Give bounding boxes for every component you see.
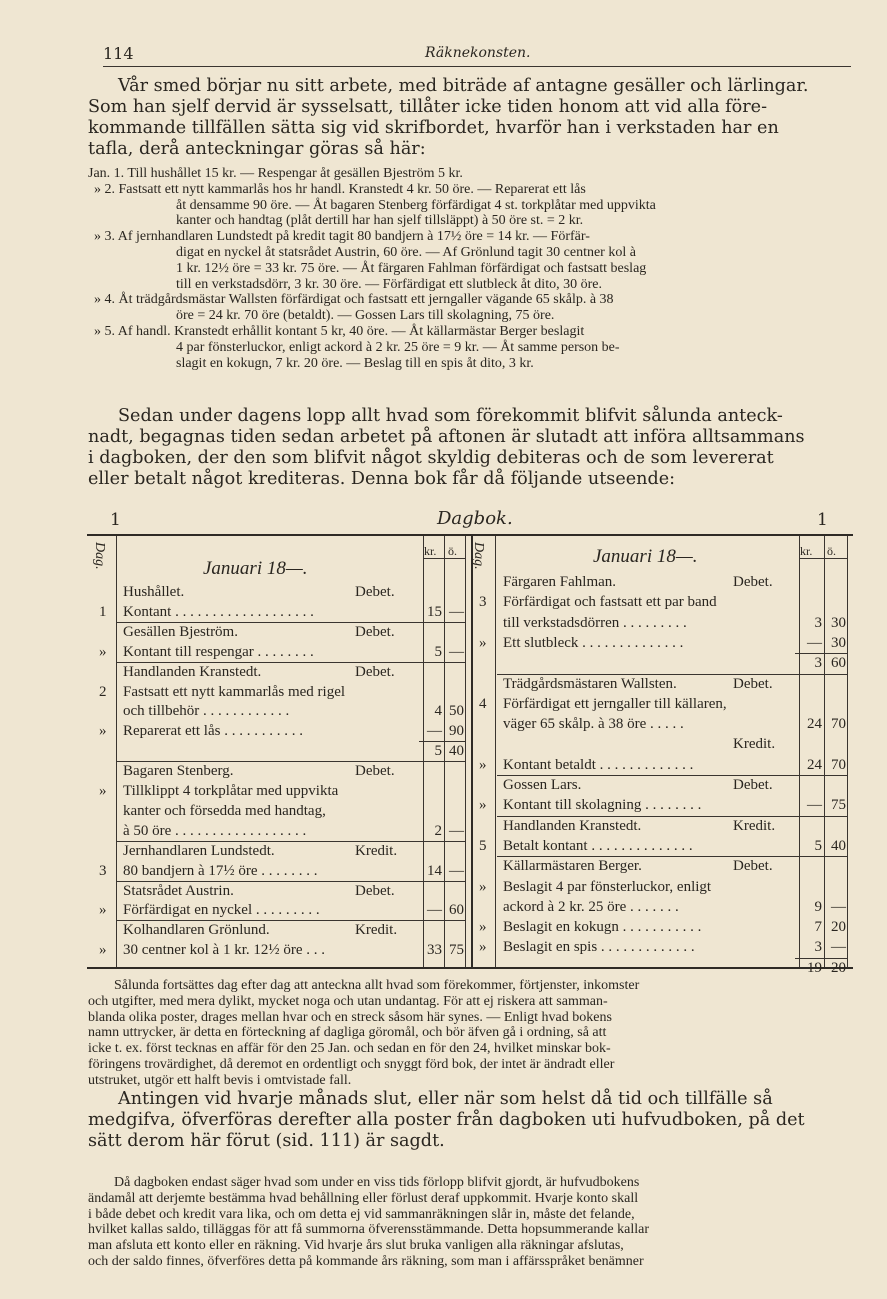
- amount-ore: 70: [831, 756, 846, 773]
- text-line: föringens trovärdighet, då deremot en ordentligt och snyggt förd bok, der intet är ändradt eller: [88, 1056, 615, 1072]
- entry-day: »: [479, 939, 487, 956]
- amount-ore: —: [831, 898, 846, 915]
- account-name: Kolhandlaren Grönlund.: [123, 922, 270, 939]
- debit-credit-label: Kredit.: [355, 922, 398, 939]
- text-line: Då dagboken endast säger hvad som under en viss tids förlopp blifvit gjordt, är hufvudbokens: [114, 1175, 640, 1190]
- paragraph-3: [88, 978, 852, 1089]
- amount-kr: 5: [434, 743, 442, 760]
- journal-title: Dagbok.: [437, 508, 513, 529]
- amount-ore: 30: [831, 614, 846, 631]
- sum-rule: [419, 741, 465, 742]
- amount-kr: 24: [807, 756, 822, 773]
- debit-credit-label: Debet.: [733, 858, 773, 875]
- account-name: Trädgårdsmästaren Wallsten.: [503, 675, 677, 692]
- date-column-header: Dag.: [92, 542, 107, 570]
- text-line: man afsluta ett konto eller en räkning. Vid hvarje års slut bruka vanligen alla räkningar afslutas,: [88, 1238, 624, 1254]
- entry-separator: [497, 856, 847, 857]
- amount-ore: 30: [831, 634, 846, 651]
- amount-ore: —: [449, 603, 464, 620]
- entry-text: Förfärdigat och fastsatt ett par band: [503, 594, 717, 611]
- amount-ore: —: [449, 643, 464, 660]
- note-line: kanter och handtag (plåt dertill har han sjelf tillsläppt) à 50 öre st. = 2 kr.: [176, 213, 584, 229]
- amount-ore: 90: [449, 723, 464, 740]
- amount-kr: 3: [814, 939, 822, 956]
- text-line: namn uttrycker, är detta en förteckning af dagliga göromål, och bör äfven gå i ordning, så att: [88, 1025, 607, 1041]
- amount-ore: 70: [831, 716, 846, 733]
- col-rule: [847, 536, 848, 967]
- note-line: Jan. 1. Till hushållet 15 kr. — Respengar åt gesällen Bjeström 5 kr.: [88, 166, 463, 181]
- amount-kr: —: [807, 634, 822, 651]
- entry-day: »: [479, 634, 487, 651]
- entry-text: till verkstadsdörren . . . . . . . . .: [503, 614, 687, 631]
- entry-text: 30 centner kol à 1 kr. 12½ öre . . .: [123, 942, 326, 959]
- entry-text: Förfärdigat ett jerngaller till källaren,: [503, 695, 727, 712]
- entry-day: 5: [479, 837, 487, 854]
- entry-day: »: [99, 723, 107, 740]
- note-line: » 3. Af jernhandlaren Lundstedt på kredit tagit 80 bandjern à 17½ öre = 14 kr. — Förfär-: [94, 229, 590, 245]
- entry-separator: [497, 775, 847, 776]
- text-line: tafla, derå anteckningar göras så här:: [88, 139, 426, 159]
- amount-ore: —: [831, 939, 846, 956]
- debit-credit-label: Debet.: [355, 663, 395, 680]
- text-line: Sålunda fortsättes dag efter dag att anteckna allt hvad som förekommer, förtjenster, inkomster: [114, 978, 640, 993]
- entry-day: 1: [99, 603, 107, 620]
- month-heading: Januari 18—.: [593, 546, 698, 567]
- amount-ore: 60: [449, 902, 464, 919]
- entry-day: »: [479, 878, 487, 895]
- entry-day: »: [479, 756, 487, 773]
- journal-page-number-left: 1: [110, 510, 121, 530]
- text-line: blanda olika poster, drages mellan hvar och en streck såsom här synes. — Enligt hvad bokens: [88, 1009, 612, 1025]
- amount-ore: 20: [831, 959, 846, 976]
- entry-separator: [117, 662, 465, 663]
- account-name: Gesällen Bjeström.: [123, 623, 238, 640]
- note-line: 1 kr. 12½ öre = 33 kr. 75 öre. — Åt färgaren Fahlman förfärdigat och fastsatt beslag: [176, 260, 647, 276]
- account-name: Gossen Lars.: [503, 777, 582, 793]
- amount-kr: 14: [427, 862, 442, 879]
- debit-credit-label: Debet.: [733, 675, 773, 692]
- account-name: Färgaren Fahlman.: [503, 574, 617, 590]
- amount-kr: 9: [814, 898, 822, 915]
- entry-day: »: [99, 783, 107, 799]
- entry-text: Beslagit 4 par fönsterluckor, enligt: [503, 878, 712, 895]
- col-rule: [495, 536, 496, 967]
- entry-text: à 50 öre . . . . . . . . . . . . . . . . . .: [123, 822, 307, 839]
- entry-day: »: [99, 942, 107, 959]
- amount-ore: 40: [831, 837, 846, 854]
- note-line: till en verkstadsdörr, 3 kr. 30 öre. — Förfärdigat ett slutbleck åt dito, 30 öre.: [176, 276, 602, 292]
- note-line: » 2. Fastsatt ett nytt kammarlås hos hr handl. Kranstedt 4 kr. 50 öre. — Reparerat ett lås: [94, 181, 586, 197]
- debit-credit-label: Debet.: [355, 623, 395, 640]
- text-line: Vår smed börjar nu sitt arbete, med biträde af antagne gesäller och lärlingar.: [118, 76, 809, 96]
- amount-kr: —: [427, 902, 442, 919]
- entry-text: Reparerat ett lås . . . . . . . . . . .: [123, 723, 303, 740]
- entry-text: Beslagit en spis . . . . . . . . . . . . .: [503, 939, 695, 956]
- entry-text: Kontant till respengar . . . . . . . .: [123, 643, 314, 660]
- text-line: kommande tillfällen sätta sig vid skrifbordet, hvarför han i verkstaden har en: [88, 118, 779, 138]
- paragraph-5: [88, 1175, 852, 1270]
- col-rule: [471, 536, 473, 967]
- amount-kr: 5: [434, 643, 442, 660]
- debit-credit-label: Kredit.: [733, 736, 776, 753]
- sum-rule: [795, 653, 847, 654]
- amount-kr: 5: [814, 837, 822, 854]
- slate-notes: [88, 166, 852, 371]
- amount-ore: 50: [449, 703, 464, 720]
- amount-kr: —: [427, 723, 442, 740]
- entry-text: väger 65 skålp. à 38 öre . . . . .: [503, 716, 684, 733]
- entry-separator: [497, 674, 847, 675]
- entry-text: Ett slutbleck . . . . . . . . . . . . . .: [503, 634, 684, 651]
- amount-kr: 3: [814, 655, 822, 672]
- col-rule: [799, 536, 800, 967]
- amount-kr: 7: [814, 919, 822, 936]
- amount-kr: 2: [434, 822, 442, 839]
- amount-ore: 20: [831, 919, 846, 936]
- text-line: eller betalt något krediteras. Denna bok får då följande utseende:: [88, 469, 676, 489]
- account-name: Handlanden Kranstedt.: [503, 817, 642, 834]
- text-line: Sedan under dagens lopp allt hvad som förekommit blifvit sålunda anteck-: [118, 406, 783, 426]
- entry-day: 3: [479, 594, 487, 611]
- col-rule: [423, 536, 424, 967]
- amount-kr: 33: [427, 942, 442, 959]
- entry-text: Förfärdigat en nyckel . . . . . . . . .: [123, 902, 320, 919]
- account-name: Källarmästaren Berger.: [503, 858, 642, 875]
- header-rule: [103, 66, 851, 67]
- account-name: Bagaren Stenberg.: [123, 763, 234, 780]
- text-line: nadt, begagnas tiden sedan arbetet på aftonen är slutadt att införa alltsammans: [88, 427, 805, 447]
- amount-ore: —: [449, 822, 464, 839]
- entry-day: »: [99, 902, 107, 919]
- entry-text: och tillbehör . . . . . . . . . . . .: [123, 703, 290, 720]
- paragraph-4: [88, 1089, 852, 1152]
- entry-text: 80 bandjern à 17½ öre . . . . . . . .: [123, 862, 318, 879]
- ore-header: ö.: [827, 544, 836, 558]
- account-name: Hushållet.: [123, 584, 185, 600]
- entry-text: Kontant till skolagning . . . . . . . .: [503, 797, 702, 814]
- note-line: slagit en kokugn, 7 kr. 20 öre. — Beslag till en spis åt dito, 3 kr.: [176, 355, 534, 371]
- header-rule: [423, 558, 465, 559]
- amount-ore: 75: [449, 942, 464, 959]
- intro-paragraph: [88, 76, 852, 160]
- debit-credit-label: Debet.: [733, 574, 773, 590]
- text-line: och der saldo finnes, öfverföres detta på kommande års räkning, som man i affärsspråket benämner: [88, 1253, 644, 1269]
- entry-text: ackord à 2 kr. 25 öre . . . . . . .: [503, 898, 679, 915]
- text-line: Som han sjelf dervid är sysselsatt, tillåter icke tiden honom att vid alla före-: [88, 97, 768, 117]
- debit-credit-label: Debet.: [733, 777, 773, 793]
- date-column-header: Dag.: [471, 542, 486, 570]
- entry-text: Beslagit en kokugn . . . . . . . . . . .: [503, 919, 702, 936]
- text-line: icke t. ex. först tecknas en affär för den 25 Jan. och sedan en för den 24, hvilket minskar bok-: [88, 1041, 611, 1057]
- amount-kr: —: [807, 797, 822, 814]
- debit-credit-label: Kredit.: [355, 842, 398, 859]
- entry-separator: [117, 881, 465, 882]
- note-line: 4 par fönsterluckor, enligt ackord à 2 kr. 25 öre = 9 kr. — Åt samme person be-: [176, 339, 620, 355]
- entry-separator: [117, 841, 465, 842]
- journal-table: [87, 534, 853, 976]
- entry-day: »: [479, 797, 487, 814]
- entry-day: »: [99, 643, 107, 660]
- account-name: Jernhandlaren Lundstedt.: [123, 842, 275, 859]
- account-name: Handlanden Kranstedt.: [123, 663, 262, 680]
- text-line: Antingen vid hvarje månads slut, eller när som helst då tid och tillfälle så: [118, 1089, 773, 1109]
- amount-kr: 4: [434, 703, 442, 720]
- entry-day: 2: [99, 683, 107, 700]
- amount-ore: 60: [831, 655, 846, 672]
- text-line: hvilket kallas saldo, tilläggas för att få summorna öfverensstämmande. Detta hopsummerande kallar: [88, 1222, 649, 1238]
- entry-text: Kontant . . . . . . . . . . . . . . . . . . .: [123, 603, 314, 620]
- page-number: 114: [103, 44, 134, 63]
- note-line: åt densamme 90 öre. — Åt bagaren Stenberg förfärdigat 4 st. torkplåtar med uppvikta: [176, 197, 656, 213]
- debit-credit-label: Debet.: [355, 584, 395, 600]
- journal-page-number-right: 1: [817, 510, 828, 530]
- entry-separator: [117, 622, 465, 623]
- entry-text: Betalt kontant . . . . . . . . . . . . . .: [503, 837, 693, 854]
- debit-credit-label: Debet.: [355, 882, 395, 899]
- text-line: ändamål att derjemte bestämma hvad behållning eller förlust deraf uppkommit. Hvarje konto skall: [88, 1190, 639, 1206]
- debit-credit-label: Debet.: [355, 763, 395, 780]
- month-heading: Januari 18—.: [203, 558, 308, 579]
- entry-separator: [117, 761, 465, 762]
- text-line: utstruket, utgör ett halft bevis i omtvistade fall.: [88, 1072, 352, 1088]
- amount-ore: —: [449, 862, 464, 879]
- kr-header: kr.: [424, 544, 437, 558]
- entry-day: »: [479, 919, 487, 936]
- entry-text: Fastsatt ett nytt kammarlås med rigel: [123, 683, 346, 700]
- amount-kr: 19: [807, 959, 822, 976]
- text-line: och utgifter, med mera dylikt, mycket noga och utan undantag. För att ej riskera att samman-: [88, 993, 608, 1009]
- entry-day: 4: [479, 695, 487, 712]
- debit-credit-label: Kredit.: [733, 817, 776, 834]
- note-line: » 4. Åt trädgårdsmästar Wallsten förfärdigat och fastsatt ett jerngaller vägande 65 skålp. à 38: [94, 292, 614, 308]
- kr-header: kr.: [800, 544, 813, 558]
- paragraph-2: [88, 406, 852, 490]
- entry-separator: [497, 816, 847, 817]
- entry-text: kanter och försedda med handtag,: [123, 802, 326, 819]
- note-line: » 5. Af handl. Kranstedt erhållit kontant 5 kr, 40 öre. — Åt källarmästar Berger beslagit: [94, 323, 585, 339]
- col-rule: [465, 536, 466, 967]
- amount-kr: 3: [814, 614, 822, 631]
- running-title: Räknekonsten.: [425, 45, 531, 61]
- text-line: i både debet och kredit vara lika, och om detta ej vid sammanräkningen slår in, måste det felande,: [88, 1206, 635, 1222]
- note-line: digat en nyckel åt statsrådet Austrin, 60 öre. — Af Grönlund tagit 30 centner kol à: [176, 244, 636, 260]
- amount-ore: 75: [831, 797, 846, 814]
- amount-kr: 15: [427, 603, 442, 620]
- entry-separator: [117, 920, 465, 921]
- entry-text: Kontant betaldt . . . . . . . . . . . . .: [503, 756, 694, 773]
- sum-rule: [795, 958, 847, 959]
- text-line: i dagboken, der den som blifvit något skyldig debiteras och de som levererat: [88, 448, 774, 468]
- text-line: medgifva, öfverföras derefter alla poster från dagboken uti hufvudboken, på det: [88, 1110, 805, 1130]
- col-rule: [116, 536, 117, 967]
- note-line: öre = 24 kr. 70 öre (betaldt). — Gossen Lars till skolagning, 75 öre.: [176, 308, 555, 324]
- entry-text: Tillklippt 4 torkplåtar med uppvikta: [123, 783, 339, 799]
- text-line: sätt derom här förut (sid. 111) är sagdt.: [88, 1131, 445, 1151]
- amount-ore: 40: [449, 743, 464, 760]
- entry-day: 3: [99, 862, 107, 879]
- account-name: Statsrådet Austrin.: [123, 882, 234, 899]
- amount-kr: 24: [807, 716, 822, 733]
- ore-header: ö.: [448, 544, 457, 558]
- header-rule: [799, 558, 847, 559]
